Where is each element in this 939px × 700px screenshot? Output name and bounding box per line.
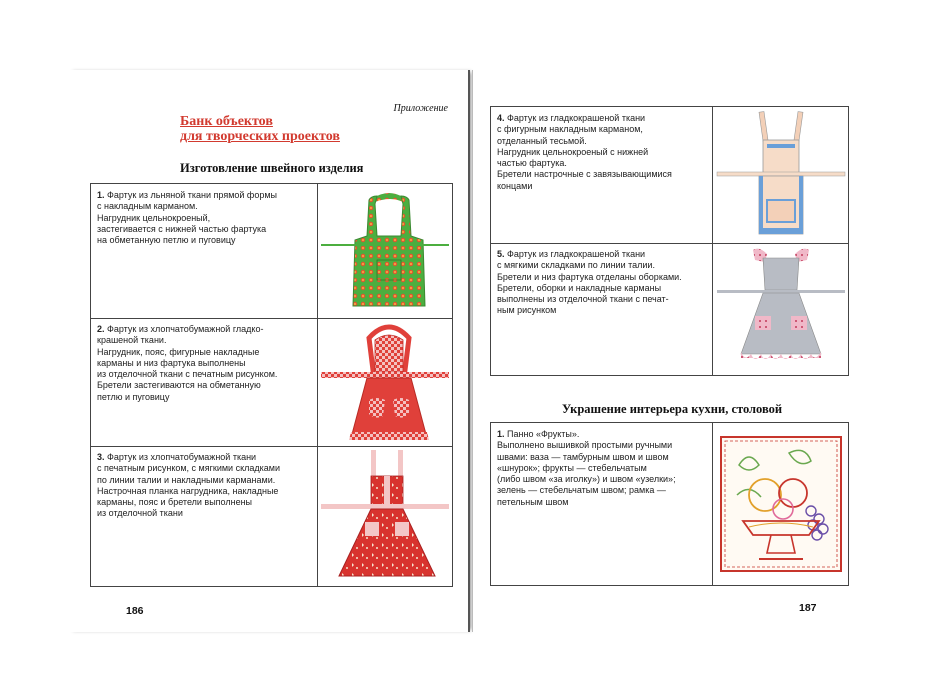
item-line: ным рисунком <box>497 305 557 316</box>
item-line: карманы и низ фартука выполнены <box>97 357 246 368</box>
table-row <box>91 446 452 586</box>
item-line: застегивается с нижней частью фартука <box>97 223 267 234</box>
item-line: Нагрудник цельнокроеный с нижней <box>497 146 649 157</box>
bank-title-line1: Банк объектов <box>180 114 273 129</box>
item-line: Фартук из гладкокрашеной ткани <box>507 249 646 259</box>
section-title-sewing: Изготовление швейного изделия <box>180 161 364 175</box>
item-line: с накладным карманом. <box>97 201 198 212</box>
right-page <box>472 70 870 632</box>
red-apron-illustration <box>319 320 451 444</box>
kitchen-table <box>490 422 849 586</box>
item-line: на обметанную петлю и пуговицу <box>97 235 236 246</box>
item-line: Бретели, оборки и накладные карманы <box>497 282 662 293</box>
item-line: Панно «Фрукты». <box>507 429 580 439</box>
item-line: Нагрудник цельнокроеный, <box>97 212 211 223</box>
page-number-right: 187 <box>799 602 817 614</box>
item-line: Бретели и низ фартука отделаны оборками. <box>497 271 682 282</box>
item-line: с мягкими складками по линии талии. <box>497 260 655 271</box>
item-line: Нагрудник, пояс, фигурные накладные <box>97 346 260 357</box>
item-line: зелень — стебельчатым швом; рамка — <box>497 485 666 496</box>
fruit-panel-illustration <box>719 435 843 573</box>
item-number: 4. <box>497 113 505 123</box>
item-line: «шнурок»; фрукты — стебельчатым <box>497 462 647 473</box>
sewing-table-continued <box>490 106 849 376</box>
item-line: Настрочная планка нагрудника, накладные <box>97 485 279 496</box>
item-line: (либо швом «за иголку») и швом «узелки»; <box>497 474 676 485</box>
item-line: с фигурным накладным карманом, <box>497 124 643 135</box>
table-row <box>91 318 452 447</box>
sewing-table <box>90 183 453 587</box>
item-line: швами: ваза — тамбурным швом и швом <box>497 451 669 462</box>
flowered-apron-illustration <box>319 450 451 582</box>
item-1-text <box>97 190 277 246</box>
item-line: Фартук из льняной ткани прямой формы <box>107 190 277 200</box>
panel-item-text <box>497 429 676 508</box>
section-title-kitchen: Украшение интерьера кухни, столовой <box>562 402 783 416</box>
ruffled-apron-illustration <box>715 246 847 372</box>
left-page <box>68 70 470 632</box>
item-line: Выполнено вышивкой простыми ручными <box>497 440 673 451</box>
item-line: из отделочной ткани <box>97 508 183 519</box>
item-number: 2. <box>97 324 105 334</box>
page-number-left: 186 <box>126 605 144 617</box>
table-row <box>91 184 452 319</box>
item-line: частью фартука. <box>497 158 567 169</box>
item-line: Фартук из хлопчатобумажной ткани <box>107 452 257 462</box>
item-3-text <box>97 452 280 520</box>
item-line: из отделочной ткани с печатным рисунком. <box>97 369 278 380</box>
item-number: 5. <box>497 249 505 259</box>
peach-apron-illustration <box>715 110 847 240</box>
table-row <box>491 423 848 585</box>
item-line: по линии талии и накладными карманами. <box>97 474 276 485</box>
item-4-text <box>497 113 672 192</box>
bank-title <box>180 114 340 144</box>
item-line: отделанный тесьмой. <box>497 135 587 146</box>
item-2-text <box>97 324 277 403</box>
item-line: крашеной ткани. <box>97 335 167 346</box>
item-line: петельным швом <box>497 496 569 507</box>
item-number: 3. <box>97 452 105 462</box>
item-line: Бретели застегиваются на обметанную <box>97 380 261 391</box>
item-line: выполнены из отделочной ткани с печат- <box>497 294 669 305</box>
item-line: с печатным рисунком, с мягкими складками <box>97 463 280 474</box>
item-line: Бретели настрочные с завязывающимися <box>497 169 672 180</box>
green-apron-illustration <box>319 188 451 314</box>
item-line: концами <box>497 180 533 191</box>
item-number: 1. <box>497 429 505 439</box>
item-line: Фартук из гладкокрашеной ткани <box>507 113 646 123</box>
item-line: карманы, пояс и бретели выполнены <box>97 497 253 508</box>
item-line: петлю и пуговицу <box>97 391 170 402</box>
bank-title-line2: для творческих проектов <box>180 129 340 144</box>
table-row <box>491 107 848 244</box>
item-5-text <box>497 249 682 317</box>
item-line: Фартук из хлопчатобумажной гладко- <box>107 324 264 334</box>
table-row <box>491 243 848 375</box>
item-number: 1. <box>97 190 105 200</box>
appendix-label: Приложение <box>393 103 448 114</box>
